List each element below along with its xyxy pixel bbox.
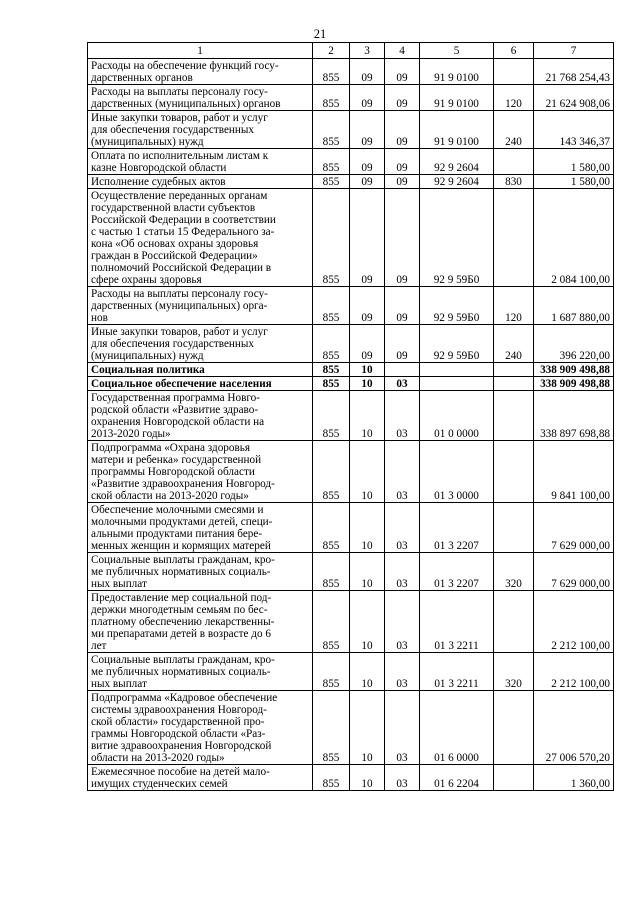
row-section-cell: 10 bbox=[350, 503, 385, 553]
column-header-5: 5 bbox=[420, 43, 494, 59]
row-expense-type-cell: 120 bbox=[494, 85, 534, 111]
table-row bbox=[88, 441, 614, 503]
table-row bbox=[88, 287, 614, 325]
row-section-cell: 10 bbox=[350, 553, 385, 591]
column-header-7: 7 bbox=[534, 43, 614, 59]
row-section-cell: 10 bbox=[350, 441, 385, 503]
row-amount-cell: 21 624 908,06 bbox=[534, 85, 614, 111]
row-amount-cell: 1 580,00 bbox=[534, 175, 614, 189]
row-expense-type-cell: 240 bbox=[494, 111, 534, 149]
budget-table bbox=[87, 42, 614, 791]
row-expense-type-cell bbox=[494, 149, 534, 175]
table-row bbox=[88, 391, 614, 441]
row-subsection-cell: 09 bbox=[385, 149, 420, 175]
row-expense-type-cell bbox=[494, 377, 534, 391]
row-name-cell: Расходы на выплаты персоналу госу- дарственных (муниципальных) орга- нов bbox=[88, 287, 313, 325]
row-ministry-cell: 855 bbox=[313, 287, 350, 325]
row-expense-type-cell bbox=[494, 765, 534, 791]
row-target-article-cell: 91 9 0100 bbox=[420, 111, 494, 149]
row-ministry-cell: 855 bbox=[313, 149, 350, 175]
row-amount-cell: 1 360,00 bbox=[534, 765, 614, 791]
row-expense-type-cell: 240 bbox=[494, 325, 534, 363]
row-name-cell: Предоставление мер социальной под- держки многодетным семьям по бес- платному обеспечению лекарственны- ми препаратами детей в возрасте до 6 лет bbox=[88, 591, 313, 653]
row-amount-cell: 338 897 698,88 bbox=[534, 391, 614, 441]
row-subsection-cell: 03 bbox=[385, 503, 420, 553]
column-header-6: 6 bbox=[494, 43, 534, 59]
row-amount-cell: 2 212 100,00 bbox=[534, 591, 614, 653]
table-row bbox=[88, 765, 614, 791]
row-expense-type-cell bbox=[494, 59, 534, 85]
row-expense-type-cell bbox=[494, 363, 534, 377]
row-expense-type-cell bbox=[494, 391, 534, 441]
row-section-cell: 09 bbox=[350, 59, 385, 85]
column-header-2: 2 bbox=[313, 43, 350, 59]
row-subsection-cell: 03 bbox=[385, 691, 420, 765]
row-amount-cell: 396 220,00 bbox=[534, 325, 614, 363]
row-expense-type-cell: 320 bbox=[494, 653, 534, 691]
row-ministry-cell: 855 bbox=[313, 765, 350, 791]
table-row bbox=[88, 377, 614, 391]
row-section-cell: 09 bbox=[350, 175, 385, 189]
row-ministry-cell: 855 bbox=[313, 553, 350, 591]
row-name-cell: Социальное обеспечение населения bbox=[88, 377, 313, 391]
row-subsection-cell: 09 bbox=[385, 287, 420, 325]
row-amount-cell: 27 006 570,20 bbox=[534, 691, 614, 765]
row-target-article-cell: 01 3 2211 bbox=[420, 591, 494, 653]
row-ministry-cell: 855 bbox=[313, 325, 350, 363]
row-amount-cell: 9 841 100,00 bbox=[534, 441, 614, 503]
table-row bbox=[88, 325, 614, 363]
row-section-cell: 10 bbox=[350, 765, 385, 791]
row-subsection-cell: 03 bbox=[385, 377, 420, 391]
row-subsection-cell: 09 bbox=[385, 85, 420, 111]
row-name-cell: Оплата по исполнительным листам к казне Новгородской области bbox=[88, 149, 313, 175]
row-section-cell: 09 bbox=[350, 149, 385, 175]
row-amount-cell: 2 084 100,00 bbox=[534, 189, 614, 287]
row-ministry-cell: 855 bbox=[313, 189, 350, 287]
row-subsection-cell bbox=[385, 363, 420, 377]
row-section-cell: 10 bbox=[350, 363, 385, 377]
row-name-cell: Социальная политика bbox=[88, 363, 313, 377]
row-target-article-cell: 01 0 0000 bbox=[420, 391, 494, 441]
page-number: 21 bbox=[313, 27, 327, 41]
row-amount-cell: 338 909 498,88 bbox=[534, 363, 614, 377]
table-row bbox=[88, 85, 614, 111]
row-name-cell: Ежемесячное пособие на детей мало- имущих студенческих семей bbox=[88, 765, 313, 791]
row-section-cell: 09 bbox=[350, 325, 385, 363]
row-expense-type-cell bbox=[494, 441, 534, 503]
row-expense-type-cell bbox=[494, 691, 534, 765]
row-section-cell: 09 bbox=[350, 287, 385, 325]
row-subsection-cell: 09 bbox=[385, 189, 420, 287]
table-row bbox=[88, 149, 614, 175]
row-name-cell: Иные закупки товаров, работ и услуг для обеспечения государственных (муниципальных) нужд bbox=[88, 111, 313, 149]
row-expense-type-cell bbox=[494, 503, 534, 553]
table-row bbox=[88, 591, 614, 653]
row-ministry-cell: 855 bbox=[313, 691, 350, 765]
row-amount-cell: 1 580,00 bbox=[534, 149, 614, 175]
row-name-cell: Социальные выплаты гражданам, кро- ме публичных нормативных социаль- ных выплат bbox=[88, 653, 313, 691]
table-row bbox=[88, 59, 614, 85]
row-ministry-cell: 855 bbox=[313, 653, 350, 691]
row-subsection-cell: 03 bbox=[385, 441, 420, 503]
table-row bbox=[88, 189, 614, 287]
row-amount-cell: 1 687 880,00 bbox=[534, 287, 614, 325]
row-target-article-cell: 01 6 2204 bbox=[420, 765, 494, 791]
row-amount-cell: 2 212 100,00 bbox=[534, 653, 614, 691]
row-ministry-cell: 855 bbox=[313, 377, 350, 391]
row-subsection-cell: 03 bbox=[385, 553, 420, 591]
column-header-1: 1 bbox=[88, 43, 313, 59]
column-header-4: 4 bbox=[385, 43, 420, 59]
row-name-cell: Иные закупки товаров, работ и услуг для обеспечения государственных (муниципальных) нужд bbox=[88, 325, 313, 363]
row-section-cell: 10 bbox=[350, 391, 385, 441]
row-target-article-cell: 01 3 2207 bbox=[420, 553, 494, 591]
row-amount-cell: 21 768 254,43 bbox=[534, 59, 614, 85]
row-target-article-cell: 01 3 0000 bbox=[420, 441, 494, 503]
row-name-cell: Осуществление переданных органам государственной власти субъектов Российской Федерации в соответствии с частью 1 статьи 15 Федерального за- кона «Об основах охраны здоровья граждан в Российской Федерации» полномочий Российской Федерации в сфере охраны здоровья bbox=[88, 189, 313, 287]
row-name-cell: Подпрограмма «Кадровое обеспечение системы здравоохранения Новгород- ской области» государственной про- граммы Новгородской области «Раз- витие здравоохранения Новгородской области на 2013-2020 годы» bbox=[88, 691, 313, 765]
table-row bbox=[88, 691, 614, 765]
row-expense-type-cell bbox=[494, 591, 534, 653]
table-row bbox=[88, 503, 614, 553]
row-name-cell: Расходы на выплаты персоналу госу- дарственных (муниципальных) органов bbox=[88, 85, 313, 111]
row-amount-cell: 7 629 000,00 bbox=[534, 553, 614, 591]
row-target-article-cell: 01 3 2211 bbox=[420, 653, 494, 691]
row-amount-cell: 143 346,37 bbox=[534, 111, 614, 149]
table-row bbox=[88, 553, 614, 591]
row-target-article-cell bbox=[420, 377, 494, 391]
row-name-cell: Государственная программа Новго- родской области «Развитие здраво- охранения Новгородской области на 2013-2020 годы» bbox=[88, 391, 313, 441]
table-row bbox=[88, 653, 614, 691]
table-header-row bbox=[88, 43, 614, 59]
row-ministry-cell: 855 bbox=[313, 503, 350, 553]
row-name-cell: Социальные выплаты гражданам, кро- ме публичных нормативных социаль- ных выплат bbox=[88, 553, 313, 591]
row-target-article-cell: 91 9 0100 bbox=[420, 59, 494, 85]
row-section-cell: 10 bbox=[350, 591, 385, 653]
row-ministry-cell: 855 bbox=[313, 441, 350, 503]
row-section-cell: 10 bbox=[350, 377, 385, 391]
row-subsection-cell: 03 bbox=[385, 765, 420, 791]
row-target-article-cell bbox=[420, 363, 494, 377]
row-expense-type-cell bbox=[494, 189, 534, 287]
row-name-cell: Подпрограмма «Охрана здоровья матери и ребенка» государственной программы Новгородской области «Развитие здравоохранения Новгород- ской области на 2013-2020 годы» bbox=[88, 441, 313, 503]
row-ministry-cell: 855 bbox=[313, 85, 350, 111]
row-target-article-cell: 92 9 2604 bbox=[420, 175, 494, 189]
row-expense-type-cell: 120 bbox=[494, 287, 534, 325]
row-section-cell: 10 bbox=[350, 653, 385, 691]
row-name-cell: Расходы на обеспечение функций госу- дарственных органов bbox=[88, 59, 313, 85]
row-name-cell: Обеспечение молочными смесями и молочными продуктами детей, специ- альными продуктами питания бере- менных женщин и кормящих матерей bbox=[88, 503, 313, 553]
table-row bbox=[88, 111, 614, 149]
row-section-cell: 10 bbox=[350, 691, 385, 765]
row-subsection-cell: 09 bbox=[385, 111, 420, 149]
row-subsection-cell: 03 bbox=[385, 591, 420, 653]
row-target-article-cell: 92 9 59Б0 bbox=[420, 189, 494, 287]
row-target-article-cell: 91 9 0100 bbox=[420, 85, 494, 111]
column-header-3: 3 bbox=[350, 43, 385, 59]
row-ministry-cell: 855 bbox=[313, 59, 350, 85]
table-row bbox=[88, 363, 614, 377]
row-section-cell: 09 bbox=[350, 111, 385, 149]
row-target-article-cell: 92 9 2604 bbox=[420, 149, 494, 175]
row-target-article-cell: 01 6 0000 bbox=[420, 691, 494, 765]
row-ministry-cell: 855 bbox=[313, 175, 350, 189]
row-target-article-cell: 92 9 59Б0 bbox=[420, 325, 494, 363]
row-target-article-cell: 92 9 59Б0 bbox=[420, 287, 494, 325]
row-ministry-cell: 855 bbox=[313, 391, 350, 441]
row-section-cell: 09 bbox=[350, 189, 385, 287]
row-amount-cell: 7 629 000,00 bbox=[534, 503, 614, 553]
row-subsection-cell: 09 bbox=[385, 59, 420, 85]
row-subsection-cell: 09 bbox=[385, 175, 420, 189]
row-subsection-cell: 03 bbox=[385, 653, 420, 691]
row-expense-type-cell: 320 bbox=[494, 553, 534, 591]
row-expense-type-cell: 830 bbox=[494, 175, 534, 189]
row-ministry-cell: 855 bbox=[313, 363, 350, 377]
table-row bbox=[88, 175, 614, 189]
row-target-article-cell: 01 3 2207 bbox=[420, 503, 494, 553]
row-ministry-cell: 855 bbox=[313, 111, 350, 149]
row-subsection-cell: 09 bbox=[385, 325, 420, 363]
row-section-cell: 09 bbox=[350, 85, 385, 111]
row-subsection-cell: 03 bbox=[385, 391, 420, 441]
row-name-cell: Исполнение судебных актов bbox=[88, 175, 313, 189]
row-ministry-cell: 855 bbox=[313, 591, 350, 653]
row-amount-cell: 338 909 498,88 bbox=[534, 377, 614, 391]
